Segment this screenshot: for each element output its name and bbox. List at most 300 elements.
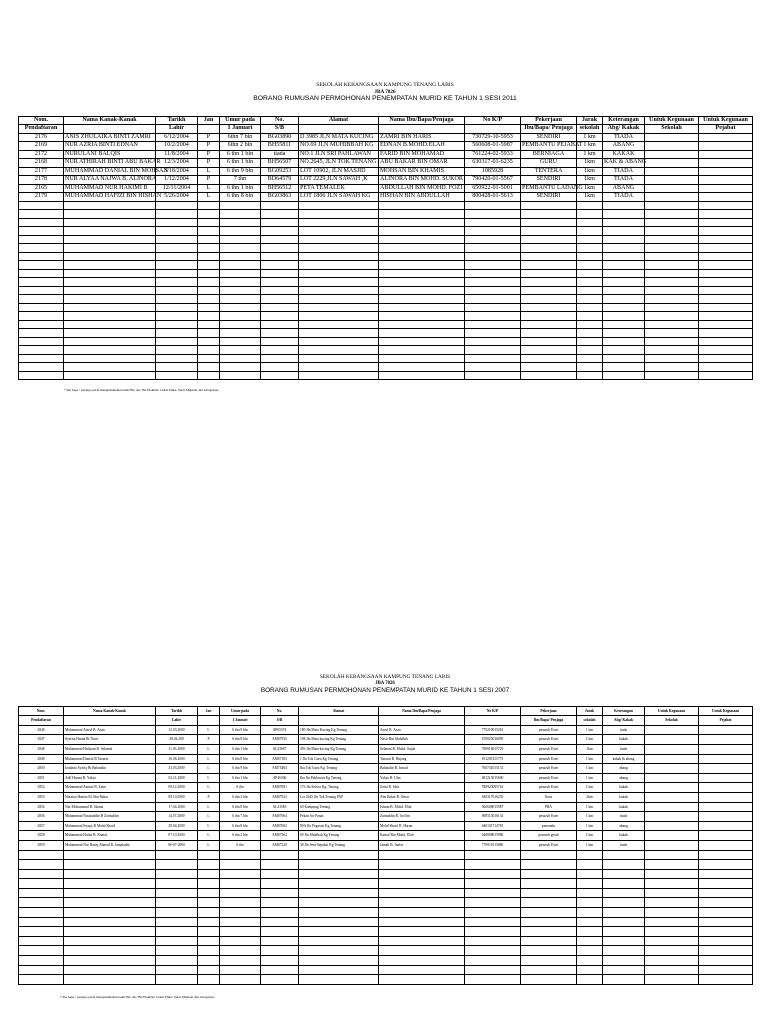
table-cell: 16.06.2000 — [156, 754, 198, 764]
table-cell — [577, 337, 603, 346]
table-cell — [379, 320, 465, 329]
table-cell — [521, 371, 577, 380]
table-cell — [379, 261, 465, 270]
table-cell — [198, 927, 220, 937]
table-cell: 2857 — [19, 821, 64, 831]
table-cell — [465, 312, 521, 321]
table-cell — [261, 320, 299, 329]
table-cell: TIADA — [603, 193, 645, 202]
header-cell: Untuk Kegunaan — [699, 116, 753, 125]
header-cell: No K/P — [465, 706, 521, 716]
empty-row — [19, 975, 753, 985]
empty-row — [19, 303, 753, 312]
table-cell: L — [198, 831, 220, 841]
table-cell: 1 km — [577, 764, 603, 774]
table-cell — [577, 965, 603, 975]
table-cell: L — [198, 744, 220, 754]
table-cell — [220, 888, 261, 898]
table-cell — [699, 201, 753, 210]
table-cell: 1085928 — [465, 167, 521, 176]
table-cell — [577, 371, 603, 380]
table-cell — [699, 850, 753, 860]
table-cell — [577, 303, 603, 312]
table-cell: L — [198, 783, 220, 793]
table-cell — [521, 946, 577, 956]
table-cell: P — [198, 735, 220, 745]
table-cell — [19, 346, 64, 355]
table-cell — [156, 965, 198, 975]
table-cell — [577, 278, 603, 287]
table-cell — [198, 965, 220, 975]
table-cell — [645, 184, 699, 193]
table-cell — [299, 860, 379, 870]
table-cell: 198 Jln Mata kucing Kg Tenang — [299, 735, 379, 745]
table-cell: pesuruh Estet — [521, 773, 577, 783]
table-cell — [299, 269, 379, 278]
table-cell: TENTERA — [521, 167, 577, 176]
table-cell — [64, 908, 156, 918]
table-cell — [220, 869, 261, 879]
table-cell: AM07562 — [261, 831, 299, 841]
table-cell — [299, 363, 379, 372]
empty-row — [19, 363, 753, 372]
table-cell — [64, 235, 156, 244]
header-cell-sub — [465, 716, 521, 726]
table-cell — [64, 936, 156, 946]
table-cell: pesuruh Estet — [521, 840, 577, 850]
table-cell — [299, 956, 379, 966]
table-cell — [261, 354, 299, 363]
table-cell: 5/26/2004 — [156, 193, 198, 202]
table-cell — [465, 227, 521, 236]
table-cell — [521, 227, 577, 236]
table-cell: 1 km — [577, 133, 603, 142]
table-cell: NO.69 JLN MUHIBBAH KG — [299, 142, 379, 151]
table-row — [19, 764, 753, 774]
table-cell: ABANG — [603, 142, 645, 151]
table-cell — [261, 946, 299, 956]
header-cell-sub — [379, 716, 465, 726]
table-cell: SENDIRI — [521, 176, 577, 185]
table-cell — [19, 869, 64, 879]
table-cell — [220, 917, 261, 927]
table-cell — [465, 850, 521, 860]
header-cell: Keterangan — [603, 116, 645, 125]
table-cell — [645, 975, 699, 985]
table-row — [19, 812, 753, 822]
table-cell — [19, 850, 64, 860]
table-cell — [577, 898, 603, 908]
table-cell — [645, 908, 699, 918]
table-cell — [64, 371, 156, 380]
table-cell — [156, 252, 198, 261]
table-cell — [220, 975, 261, 985]
table-cell — [699, 133, 753, 142]
empty-row — [19, 927, 753, 937]
table-cell — [699, 764, 753, 774]
table-cell: MOHSAN BIN KHAMIS — [379, 167, 465, 176]
table-cell — [645, 965, 699, 975]
table-cell — [521, 286, 577, 295]
table-cell — [699, 754, 753, 764]
table-cell — [603, 218, 645, 227]
table-cell — [220, 879, 261, 889]
header-cell-sub: Pejabat — [699, 716, 753, 726]
table-cell: 2858 — [19, 831, 64, 841]
table-cell — [699, 917, 753, 927]
table-cell — [261, 860, 299, 870]
table-cell: SENDIRI — [521, 193, 577, 202]
table-cell — [19, 320, 64, 329]
table-cell — [64, 965, 156, 975]
table-cell — [198, 210, 220, 219]
table-cell — [261, 346, 299, 355]
empty-row — [19, 261, 753, 270]
table-cell — [220, 218, 261, 227]
table-cell — [379, 252, 465, 261]
table-row — [19, 133, 753, 142]
empty-row — [19, 329, 753, 338]
school-code: JBA 7026 — [375, 680, 395, 686]
table-cell — [521, 860, 577, 870]
table-cell — [379, 879, 465, 889]
table-cell — [645, 193, 699, 202]
table-cell: NO.2645, JLN TOK TENANG — [299, 159, 379, 168]
table-cell — [645, 312, 699, 321]
table-cell: abang — [603, 773, 645, 783]
table-cell: Zainuddin B. Ariffin — [379, 812, 465, 822]
header-cell-sub — [299, 125, 379, 134]
table-cell: Izudaini Syafiq Bt Bahaudin — [64, 764, 156, 774]
table-cell: abang — [603, 821, 645, 831]
table-cell — [198, 320, 220, 329]
table-cell: MUHAMMAD HAFIZI BIN HISHAN — [65, 193, 162, 200]
table-cell — [64, 329, 156, 338]
table-cell — [198, 235, 220, 244]
table-cell — [645, 927, 699, 937]
table-cell — [299, 210, 379, 219]
table-cell — [64, 210, 156, 219]
table-cell — [156, 320, 198, 329]
table-cell — [64, 956, 156, 966]
table-cell — [603, 320, 645, 329]
table-cell — [699, 150, 753, 159]
table-cell: AM07691 — [261, 783, 299, 793]
header-cell-sub: 1 Januari — [220, 125, 261, 134]
table-cell — [156, 329, 198, 338]
table-cell: SENDIRI — [521, 133, 577, 142]
table-cell: AM07935 — [261, 735, 299, 745]
table-cell: kakak — [603, 783, 645, 793]
table-cell — [465, 354, 521, 363]
table-cell — [261, 371, 299, 380]
form-header — [18, 82, 752, 104]
empty-row — [19, 965, 753, 975]
table-row — [19, 783, 753, 793]
table-cell: 1 km — [577, 831, 603, 841]
table-cell: pesuruh Estet — [521, 764, 577, 774]
table-cell — [645, 176, 699, 185]
table-cell — [521, 888, 577, 898]
table-cell: 790420-01-5567 — [465, 176, 521, 185]
table-cell — [577, 879, 603, 889]
table-cell — [299, 975, 379, 985]
table-cell — [465, 927, 521, 937]
table-cell: 3/18/2004 — [156, 167, 198, 176]
table-cell: MUHAMMAD NUR HAKIMI B — [64, 184, 156, 193]
table-cell — [261, 261, 299, 270]
table-cell: 6 thn 9 bln — [220, 167, 261, 176]
table-row — [19, 773, 753, 783]
table-cell: PEMBANTU PEJABAT — [522, 142, 583, 149]
table-cell — [645, 956, 699, 966]
header-cell: Untuk Kegunaan — [645, 706, 699, 716]
table-cell: BERNIAGA — [521, 150, 577, 159]
header-cell: Alamat — [299, 116, 379, 125]
table-cell — [465, 975, 521, 985]
table-cell — [299, 201, 379, 210]
table-cell — [198, 295, 220, 304]
empty-row — [19, 295, 753, 304]
table-cell: 6 thn 1 bln — [220, 773, 261, 783]
table-cell — [521, 235, 577, 244]
table-cell — [645, 850, 699, 860]
table-cell: PEMBANTU LADANG — [522, 184, 583, 191]
table-cell: NO.1 JLN SRI PAHLAWAN — [299, 150, 379, 159]
table-cell — [156, 927, 198, 937]
table-row — [19, 193, 753, 202]
empty-row — [19, 320, 753, 329]
header-cell: Pekerjaan — [521, 706, 577, 716]
table-cell: 6 thn 8 bln — [220, 735, 261, 745]
header-cell-sub: Pendaftaran — [19, 716, 64, 726]
table-cell: 28.04.200 — [156, 735, 198, 745]
table-cell — [645, 363, 699, 372]
table-cell — [645, 792, 699, 802]
empty-row — [19, 244, 753, 253]
table-cell — [299, 371, 379, 380]
table-cell — [577, 956, 603, 966]
table-cell — [19, 936, 64, 946]
empty-row — [19, 278, 753, 287]
table-cell: 560608-01-5987 — [465, 142, 521, 151]
table-cell: GURU — [521, 159, 577, 168]
table-cell — [220, 363, 261, 372]
table-cell — [645, 337, 699, 346]
table-cell: NUR ATHIRAH BINTI ABU BAKAR — [65, 159, 161, 166]
school-code: JBA 7026 — [374, 88, 396, 95]
table-cell — [379, 278, 465, 287]
table-cell — [198, 946, 220, 956]
table-cell — [64, 303, 156, 312]
table-cell — [64, 879, 156, 889]
table-cell — [577, 869, 603, 879]
table-cell: Abu Bakar B. Omar — [379, 792, 465, 802]
table-cell: 09.12.2000 — [156, 783, 198, 793]
table-cell — [379, 965, 465, 975]
school-name: SEKOLAH KEBANGSAAN KAMPUNG TENANG LABIS — [319, 674, 451, 680]
table-cell — [645, 295, 699, 304]
table-cell — [19, 917, 64, 927]
table-cell: BH56507 — [261, 159, 299, 168]
header-cell: Keterangan — [603, 706, 645, 716]
table-cell: BH55811 — [261, 142, 299, 151]
table-cell: Bahaudin B. Ismail — [379, 764, 465, 774]
header-cell: No. — [261, 116, 299, 125]
header-cell: Nama Ibu/Bapa/Penjaga — [379, 116, 465, 125]
table-cell — [19, 210, 64, 219]
table-cell — [603, 278, 645, 287]
table-cell — [220, 269, 261, 278]
table-cell — [64, 927, 156, 937]
table-cell — [645, 142, 699, 151]
table-cell: Azrul B. Azan — [379, 725, 465, 735]
table-cell — [699, 371, 753, 380]
table-cell — [645, 888, 699, 898]
table-cell: Guru — [521, 792, 577, 802]
table-cell: L — [198, 840, 220, 850]
table-cell — [577, 218, 603, 227]
table-cell — [699, 888, 753, 898]
table-cell — [465, 898, 521, 908]
table-cell — [699, 193, 753, 202]
table-cell: AM07602 — [261, 821, 299, 831]
table-cell: BG09253 — [261, 167, 299, 176]
table-cell: 6 thn 9 bln — [220, 725, 261, 735]
table-cell — [379, 227, 465, 236]
header-cell-sub — [198, 125, 220, 134]
table-cell — [19, 312, 64, 321]
table-cell — [603, 975, 645, 985]
table-cell — [577, 269, 603, 278]
table-cell: AM07664 — [261, 812, 299, 822]
table-cell — [19, 303, 64, 312]
table-cell — [64, 320, 156, 329]
table-cell — [699, 312, 753, 321]
table-cell: 6 thn 8 bln — [220, 754, 261, 764]
table-cell — [261, 936, 299, 946]
table-cell — [699, 898, 753, 908]
empty-row — [19, 354, 753, 363]
table-cell — [299, 888, 379, 898]
table-cell — [261, 312, 299, 321]
table-cell: AM75484 — [261, 764, 299, 774]
header-cell-sub: sekolah — [577, 125, 603, 134]
table-cell — [156, 850, 198, 860]
table-cell: pesuruh Estet — [521, 744, 577, 754]
table-cell: 02.11.2000 — [156, 773, 198, 783]
table-cell — [299, 329, 379, 338]
table-cell — [699, 278, 753, 287]
header-cell-sub — [64, 125, 156, 134]
header-cell: Nama Kanak-Kanak — [64, 116, 156, 125]
table-cell — [19, 956, 64, 966]
table-cell — [379, 295, 465, 304]
table-cell: EDNAN B.MOHD.ELAH — [379, 142, 465, 151]
table-cell: 38 Jln Sera Sepakat Kg Tenang — [299, 840, 379, 850]
table-cell — [603, 888, 645, 898]
table-cell — [465, 936, 521, 946]
header-cell-sub: Ibu/Bapa/ Penjaga — [521, 716, 577, 726]
table-cell — [261, 898, 299, 908]
table-cell — [156, 371, 198, 380]
table-cell — [299, 261, 379, 270]
table-cell — [299, 303, 379, 312]
table-cell: P — [198, 150, 220, 159]
table-cell — [645, 159, 699, 168]
table-row — [19, 821, 753, 831]
table-cell: 6 thn — [220, 840, 261, 850]
table-cell — [645, 269, 699, 278]
table-cell — [379, 946, 465, 956]
header-row-sub — [19, 125, 753, 134]
table-cell — [699, 142, 753, 151]
table-cell: L — [198, 773, 220, 783]
table-cell: 6 thn 7 bln — [220, 812, 261, 822]
table-cell: ABU BAKAR BIN OMAR — [379, 159, 465, 168]
table-cell — [603, 312, 645, 321]
table-cell: 800428-01-5613 — [465, 193, 521, 202]
table-cell — [261, 363, 299, 372]
table-cell — [521, 303, 577, 312]
table-cell: pesuruh Estet — [521, 812, 577, 822]
table-cell: AM07183 — [261, 754, 299, 764]
table-cell: 2165 — [19, 184, 64, 193]
header-cell: Nom. — [19, 706, 64, 716]
table-cell — [19, 927, 64, 937]
table-cell — [645, 840, 699, 850]
table-cell: TIADA — [603, 176, 645, 185]
table-cell — [64, 850, 156, 860]
table-cell: Jamali B. Jaafar — [379, 840, 465, 850]
table-cell — [577, 261, 603, 270]
table-cell — [261, 927, 299, 937]
table-cell — [603, 860, 645, 870]
table-cell — [645, 329, 699, 338]
table-cell: 6 thn 1 bln — [220, 150, 261, 159]
table-cell — [198, 329, 220, 338]
table-cell — [220, 927, 261, 937]
table-cell — [465, 269, 521, 278]
table-cell — [699, 363, 753, 372]
table-cell: Yahya B. Ulas — [379, 773, 465, 783]
table-cell — [198, 860, 220, 870]
table-cell: 31.03.2000 — [156, 764, 198, 774]
table-cell — [19, 261, 64, 270]
table-cell: AL23583 — [261, 802, 299, 812]
table-cell: 761224-02-5933 — [465, 150, 521, 159]
table-cell — [64, 975, 156, 985]
table-cell: 6 thn 2 bln — [220, 831, 261, 841]
table-cell: ALINORA BIN MOHD. SUKOR — [380, 176, 463, 183]
table-cell — [261, 956, 299, 966]
empty-row — [19, 218, 753, 227]
table-cell: P — [198, 792, 220, 802]
table-cell — [156, 312, 198, 321]
table-cell — [699, 252, 753, 261]
table-cell — [577, 888, 603, 898]
table-cell — [220, 936, 261, 946]
table-cell — [699, 869, 753, 879]
table-cell: 6thn 2 bln — [220, 142, 261, 151]
table-cell — [465, 860, 521, 870]
table-cell — [699, 261, 753, 270]
table-cell: ZAMRI BIN HARIS — [379, 133, 465, 142]
table-cell — [19, 371, 64, 380]
table-cell: 180 Jln Mata Kucing Kg Tenang — [299, 725, 379, 735]
footnote: * Ibu bapa / penjaga perlu mengemukakan bukti Bil. Air/ Bil Elektrik/ Cukai Pintu/ Surat Majikan dan sebagainya — [60, 994, 215, 999]
table-cell — [521, 898, 577, 908]
